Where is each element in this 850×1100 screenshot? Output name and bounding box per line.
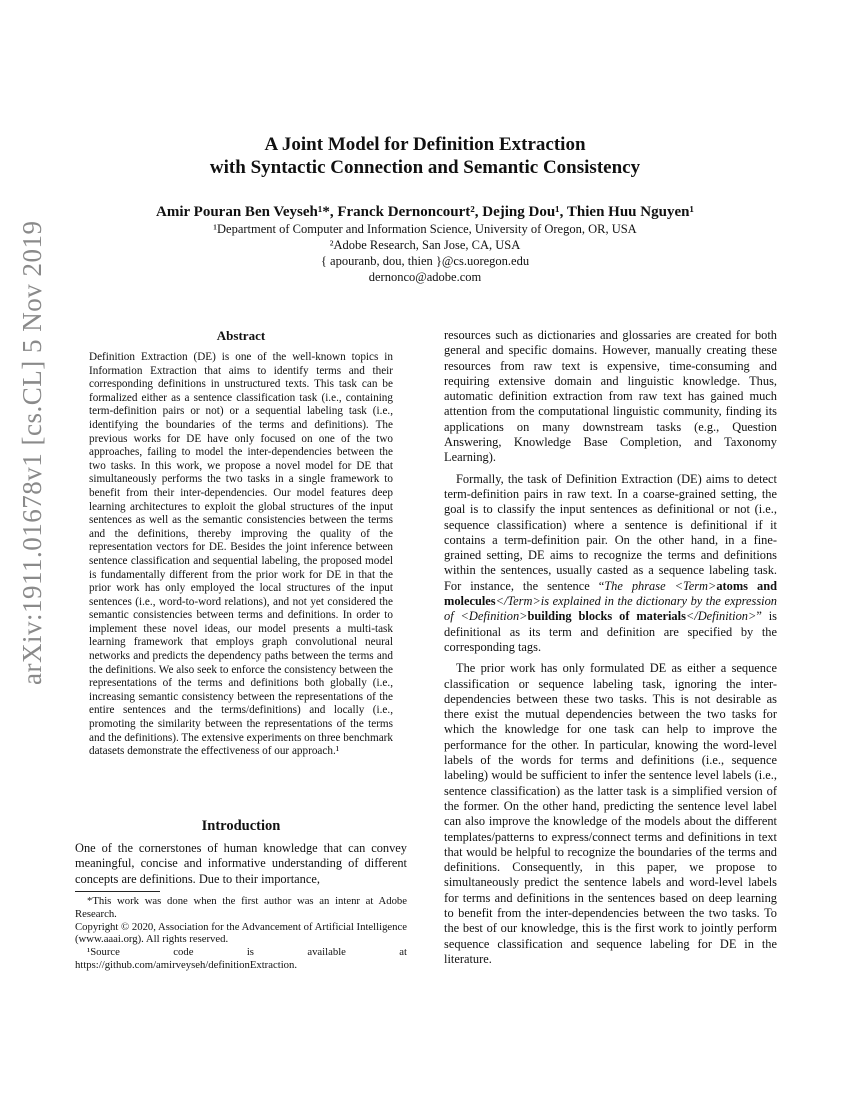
footnote-author-note: *This work was done when the first author was an intenr at Adobe Research. bbox=[75, 895, 407, 920]
right-paragraph-2 bbox=[444, 472, 777, 656]
paper-title-line2: with Syntactic Connection and Semantic Consistency bbox=[209, 157, 641, 178]
para2-italic-2: </Term>is explained in the dictionary by the expression of <Definition> bbox=[444, 594, 777, 624]
footnote-divider bbox=[75, 891, 160, 892]
introduction-paragraph: One of the cornerstones of human knowledge that can convey meaningful, concise and informative understanding of different concepts are definitions. Due to their importance, bbox=[75, 841, 407, 886]
affiliation-oregon: ¹Department of Computer and Information Science, University of Oregon, OR, USA bbox=[213, 222, 637, 236]
author-list: Amir Pouran Ben Veyseh¹*, Franck Dernoncourt², Dejing Dou¹, Thien Huu Nguyen¹ bbox=[156, 204, 694, 220]
para2-italic-3: </Definition> bbox=[685, 609, 757, 624]
right-paragraph-3: The prior work has only formulated DE as either a sequence classification or sequence labeling task, ignoring the inter-dependencies between these two tasks. This is not desirable as there exist the mutual dependencies between the two tasks for which the knowledge for one task can help to improve the performance for the other. In particular, knowing the word-level labels of the words for terms and definitions (i.e., sequence labeling) would be sufficient to infer the sentence level labels (i.e., sentence classification) as the latter task is a simplified version of the former. On the other hand, predicting the sentence level label can also improve the knowledge of the models about the different templates/patterns to express/connect terms and definitions in text that would be helpful to recognize the boundaries of the terms and definitions. Consequently, in this paper, we propose to simultaneously predict the sentence labels and word-level labels for terms and definitions in the sentences based on deep learning to benefit from the inter-dependencies between the two tasks. To the best of our knowledge, this is the first work to jointly perform sequence classification and sequence labeling for DE in the literature. bbox=[444, 661, 777, 966]
para2-definition: building blocks of materials bbox=[527, 609, 686, 624]
right-column bbox=[444, 328, 777, 973]
email-oregon: { apouranb, dou, thien }@cs.uoregon.edu bbox=[320, 254, 530, 268]
arxiv-identifier: arXiv:1911.01678v1 [cs.CL] 5 Nov 2019 bbox=[17, 220, 47, 685]
copyright-notice: Copyright © 2020, Association for the Advancement of Artificial Intelligence (www.aaai.org). All rights reserved. bbox=[75, 920, 407, 946]
para2-term: atoms and molecules bbox=[444, 578, 777, 609]
para2-text-a: Formally, the task of Definition Extraction (DE) aims to detect term-definition pairs in raw text. In a coarse-grained setting, the goal is to classify the input sentences as definitional or not (i.e., sequence classification) where a sentence is definitional if it contains a term-definition pair. On the other hand, in a fine-grained setting, DE aims to recognize the terms and definitions within the sentences, usually casted as a sequence labeling task. For instance, the sentence “ bbox=[444, 471, 777, 593]
footnotes bbox=[75, 895, 407, 972]
affiliation-adobe: ²Adobe Research, San Jose, CA, USA bbox=[329, 238, 521, 252]
footnote-source-code: ¹Source code is available at https://github.com/amirveyseh/definitionExtraction. bbox=[75, 946, 407, 971]
paper-title-line1: A Joint Model for Definition Extraction bbox=[264, 134, 586, 155]
right-paragraph-1: resources such as dictionaries and glossaries are created for both general and specific domains. However, manually creating these resources from raw text is expensive, time-consuming and requiring extensive domain and linguistic knowledge. Thus, automatic definition extraction from raw text has gained much attention from the computational linguistic community, finding its applications on many downstream tasks (e.g., Question Answering, Knowledge Base Completion, and Taxonomy Learning). bbox=[444, 328, 777, 465]
abstract-body: Definition Extraction (DE) is one of the well-known topics in Information Extraction that aims to identify terms and their corresponding definitions in unstructured texts. This task can be formalized either as a sentence classification task (i.e., containing term-definition pairs or not) or a sequential labeling task (i.e., identifying the boundaries of the terms and definitions). The previous works for DE have only focused on one of the two approaches, failing to model the inter-dependencies between the two tasks. In this work, we propose a novel model for DE that simultaneously performs the two tasks in a single framework to benefit from their inter-dependencies. Our model features deep learning architectures to exploit the global structures of the input sentences as well as the semantic consistencies between the terms and the definitions, thereby improving the quality of the representation vectors for DE. Besides the joint inference between sentence classification and sequential labeling, the proposed model is fundamentally different from the prior work for DE in that the prior work has only employed the local structures of the input sentences (i.e., word-to-word relations), and not yet considered the semantic consistencies between terms and definitions. In order to implement these novel ideas, our model presents a multi-task learning framework that employs graph convolutional neural networks and predicts the dependency paths between the terms and the definitions. We also seek to enforce the consistency between the representations of the terms and definitions both globally (i.e., increasing semantic consistency between the representations of the entire sentences and the terms/definitions) and locally (i.e., promoting the similarity between the representations of the terms and the definitions). The extensive experiments on three benchmark datasets demonstrate the effectiveness of our approach.¹ bbox=[89, 351, 393, 758]
abstract-heading: Abstract bbox=[216, 328, 266, 343]
para2-italic-1: The phrase <Term> bbox=[604, 578, 717, 593]
introduction-heading: Introduction bbox=[201, 818, 281, 834]
para2-text-b: ” is definitional as its term and definition are specified by the corresponding tags. bbox=[444, 609, 777, 654]
email-adobe: dernonco@adobe.com bbox=[368, 270, 482, 284]
